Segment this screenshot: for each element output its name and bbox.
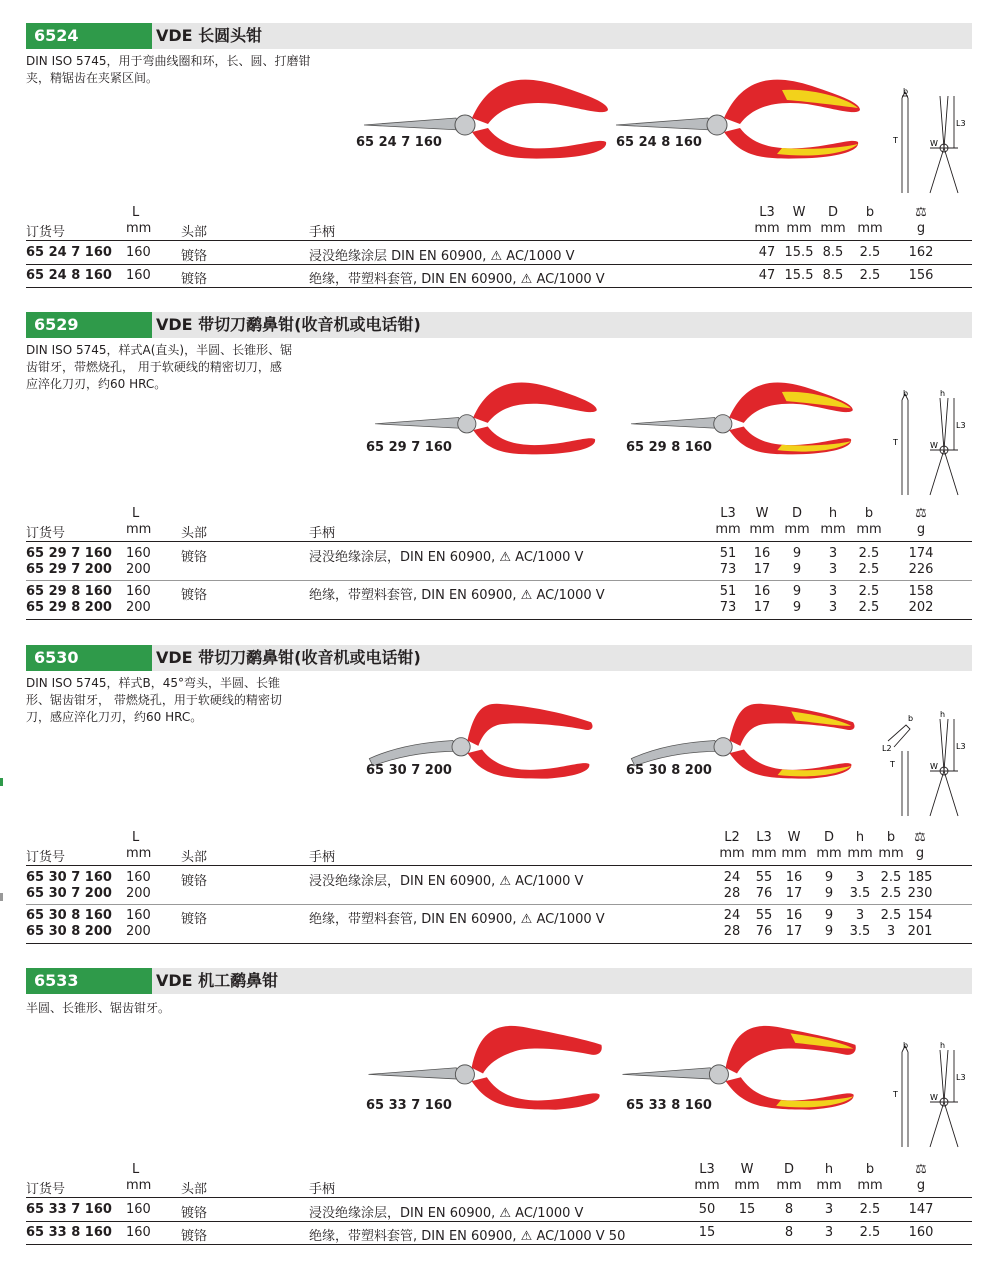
- cell: 2.5: [859, 1225, 881, 1240]
- cell: 158: [908, 584, 934, 599]
- col-header: L3: [720, 506, 736, 521]
- section-title: VDE 长圆头钳: [156, 26, 263, 45]
- cell: 9: [792, 546, 802, 561]
- cell: 3: [828, 562, 838, 577]
- order-number: 65 29 7 200: [26, 562, 112, 577]
- divider: [26, 287, 972, 288]
- cell: 201: [907, 924, 933, 939]
- col-unit: g: [916, 221, 926, 236]
- col-header-order: 订货号: [26, 850, 66, 865]
- col-header-order: 订货号: [26, 526, 66, 541]
- cell: 浸没绝缘涂层，DIN EN 60900, ⚠ AC/1000 V: [309, 1206, 584, 1221]
- cell: 9: [824, 908, 834, 923]
- table-row: [26, 546, 972, 563]
- section-title: VDE 机工鹬鼻钳: [156, 971, 279, 990]
- col-header-handle: 手柄: [309, 850, 336, 865]
- cell: 绝缘，带塑料套管, DIN EN 60900, ⚠ AC/1000 V: [309, 272, 605, 287]
- order-number: 65 33 7 160: [26, 1202, 112, 1217]
- svg-text:W: W: [930, 1093, 938, 1102]
- cell: 230: [907, 886, 933, 901]
- cell: 226: [908, 562, 934, 577]
- col-header: W: [792, 205, 806, 220]
- cell: 8: [784, 1202, 794, 1217]
- desc-line: 形、锯齿钳牙， 带燃烧孔，用于软硬线的精密切: [26, 693, 282, 707]
- divider: [26, 264, 972, 265]
- svg-text:W: W: [930, 441, 938, 450]
- svg-text:h: h: [940, 390, 946, 398]
- table-row: [26, 924, 972, 941]
- cell: 200: [126, 924, 151, 939]
- plier-image-red-yellow: [616, 372, 866, 472]
- col-header: D: [791, 506, 802, 521]
- col-header: L3: [759, 205, 775, 220]
- col-header-L: L: [132, 205, 140, 220]
- plier-image-red-yellow: [612, 68, 862, 178]
- cell: 154: [907, 908, 933, 923]
- divider: [26, 580, 972, 581]
- cell: 185: [907, 870, 933, 885]
- cell: 2.5: [880, 870, 902, 885]
- weight-icon: ⚖: [914, 830, 926, 845]
- col-unit: mm: [847, 846, 873, 861]
- desc-line: 夹，精锯齿在夹紧区间。: [26, 71, 159, 85]
- desc-line: 齿钳牙，带燃烧孔， 用于软硬线的精密切刀，感: [26, 360, 282, 374]
- svg-text:b: b: [903, 1042, 909, 1050]
- col-header: W: [755, 506, 769, 521]
- col-header-handle: 手柄: [309, 1182, 336, 1197]
- cell: 镀铬: [181, 550, 208, 565]
- col-unit: mm: [715, 522, 741, 537]
- col-header-L: L: [132, 1162, 140, 1177]
- order-number: 65 29 8 160: [26, 584, 112, 599]
- table-row: [26, 886, 972, 903]
- col-header: L3: [699, 1162, 715, 1177]
- section-6530: [26, 645, 972, 945]
- product-caption: 65 30 8 200: [626, 763, 712, 778]
- cell: 3: [828, 546, 838, 561]
- section-6529: [26, 312, 972, 622]
- cell: 200: [126, 600, 151, 615]
- col-unit: mm: [751, 846, 777, 861]
- cell: 浸没绝缘涂层，DIN EN 60900, ⚠ AC/1000 V: [309, 874, 584, 889]
- cell: 2.5: [880, 886, 902, 901]
- cell: 24: [723, 908, 741, 923]
- cell: 9: [792, 562, 802, 577]
- desc-line: 半圆、长锥形、锯齿钳牙。: [26, 1001, 171, 1015]
- side-marker: [0, 893, 3, 901]
- section-code: 6530: [26, 645, 152, 671]
- product-caption: 65 24 7 160: [356, 135, 442, 150]
- cell: 2.5: [859, 268, 881, 283]
- section-description: [26, 675, 316, 726]
- col-unit: mm: [126, 1178, 152, 1193]
- cell: 51: [719, 546, 737, 561]
- cell: 202: [908, 600, 934, 615]
- col-header: b: [864, 506, 874, 521]
- svg-text:T: T: [893, 438, 898, 447]
- col-unit: g: [916, 1178, 926, 1193]
- col-unit: mm: [784, 522, 810, 537]
- cell: 2.5: [858, 546, 880, 561]
- cell: 2.5: [858, 600, 880, 615]
- divider: [26, 904, 972, 905]
- weight-icon: ⚖: [915, 506, 927, 521]
- divider: [26, 1244, 972, 1245]
- cell: 16: [785, 908, 803, 923]
- svg-text:b: b: [903, 88, 909, 96]
- cell: 镀铬: [181, 272, 208, 287]
- table-row: [26, 600, 972, 617]
- cell: 160: [126, 908, 151, 923]
- cell: 浸没绝缘涂层 DIN EN 60900, ⚠ AC/1000 V: [309, 249, 575, 264]
- order-number: 65 29 7 160: [26, 546, 112, 561]
- product-caption: 65 29 7 160: [366, 440, 452, 455]
- cell: 162: [908, 245, 934, 260]
- col-unit: mm: [126, 221, 152, 236]
- col-unit: g: [915, 846, 925, 861]
- cell: 2.5: [858, 562, 880, 577]
- col-unit: mm: [734, 1178, 760, 1193]
- order-number: 65 30 8 200: [26, 924, 112, 939]
- dimension-diagram: [890, 390, 970, 500]
- weight-icon: ⚖: [915, 205, 927, 220]
- cell: 3: [824, 1225, 834, 1240]
- cell: 3.5: [849, 886, 871, 901]
- col-unit: mm: [816, 846, 842, 861]
- order-number: 65 33 8 160: [26, 1225, 112, 1240]
- divider: [26, 943, 972, 944]
- table-row: [26, 268, 972, 285]
- section-description: [26, 342, 316, 393]
- desc-line: DIN ISO 5745，样式B，45°弯头，半圆、长锥: [26, 676, 281, 690]
- product-caption: 65 29 8 160: [626, 440, 712, 455]
- cell: 24: [723, 870, 741, 885]
- plier-image-red: [360, 372, 610, 472]
- section-6533: [26, 968, 972, 1258]
- cell: 2.5: [880, 908, 902, 923]
- divider: [26, 865, 972, 866]
- divider: [26, 1221, 972, 1222]
- col-header-head: 头部: [181, 1182, 208, 1197]
- cell: 16: [753, 546, 771, 561]
- section-description: [26, 1000, 316, 1017]
- col-unit: mm: [878, 846, 904, 861]
- cell: 8.5: [822, 268, 844, 283]
- cell: 15: [698, 1225, 716, 1240]
- section-description: [26, 53, 316, 87]
- cell: 15: [738, 1202, 756, 1217]
- cell: 160: [126, 268, 151, 283]
- cell: 3: [855, 870, 865, 885]
- cell: 16: [785, 870, 803, 885]
- svg-text:L3: L3: [956, 421, 966, 430]
- divider: [26, 1197, 972, 1198]
- col-header-head: 头部: [181, 225, 208, 240]
- col-header: h: [824, 1162, 834, 1177]
- col-header-handle: 手柄: [309, 526, 336, 541]
- col-unit: mm: [781, 846, 807, 861]
- svg-text:L3: L3: [956, 119, 966, 128]
- cell: 9: [824, 870, 834, 885]
- order-number: 65 24 8 160: [26, 268, 112, 283]
- side-marker: [0, 778, 3, 786]
- cell: 15.5: [784, 268, 814, 283]
- cell: 160: [126, 1225, 151, 1240]
- cell: 3: [828, 600, 838, 615]
- col-header: b: [865, 205, 875, 220]
- col-unit: mm: [820, 221, 846, 236]
- order-number: 65 30 8 160: [26, 908, 112, 923]
- table-row: [26, 562, 972, 579]
- col-unit: mm: [754, 221, 780, 236]
- cell: 9: [792, 584, 802, 599]
- table-row: [26, 245, 972, 262]
- col-unit: mm: [749, 522, 775, 537]
- product-caption: 65 30 7 200: [366, 763, 452, 778]
- col-header: D: [827, 205, 838, 220]
- cell: 147: [908, 1202, 934, 1217]
- table-row: [26, 584, 972, 601]
- cell: 绝缘，带塑料套管, DIN EN 60900, ⚠ AC/1000 V: [309, 588, 605, 603]
- cell: 76: [755, 886, 773, 901]
- col-unit: mm: [857, 221, 883, 236]
- svg-text:b: b: [908, 714, 914, 723]
- cell: 镀铬: [181, 912, 208, 927]
- cell: 2.5: [859, 245, 881, 260]
- cell: 160: [126, 584, 151, 599]
- cell: 16: [753, 584, 771, 599]
- col-header-L: L: [132, 506, 140, 521]
- cell: 17: [785, 924, 803, 939]
- dimension-diagram: [890, 1042, 970, 1152]
- col-header-head: 头部: [181, 526, 208, 541]
- col-unit: mm: [856, 522, 882, 537]
- cell: 3: [824, 1202, 834, 1217]
- svg-text:W: W: [930, 762, 938, 771]
- section-title: VDE 带切刀鹬鼻钳(收音机或电话钳): [156, 315, 421, 334]
- col-header: D: [783, 1162, 794, 1177]
- col-unit: mm: [776, 1178, 802, 1193]
- col-header-order: 订货号: [26, 225, 66, 240]
- dimension-diagram: [890, 88, 970, 198]
- col-unit: mm: [786, 221, 812, 236]
- col-header-order: 订货号: [26, 1182, 66, 1197]
- cell: 55: [755, 870, 773, 885]
- svg-text:h: h: [940, 711, 946, 719]
- cell: 2.5: [858, 584, 880, 599]
- order-number: 65 29 8 200: [26, 600, 112, 615]
- cell: 47: [758, 245, 776, 260]
- cell: 3.5: [849, 924, 871, 939]
- product-caption: 65 33 8 160: [626, 1098, 712, 1113]
- section-header: [26, 645, 972, 671]
- cell: 绝缘，带塑料套管, DIN EN 60900, ⚠ AC/1000 V 50: [309, 1229, 626, 1244]
- cell: 镀铬: [181, 1206, 208, 1221]
- section-header: [26, 312, 972, 338]
- plier-image-red: [360, 68, 610, 178]
- section-code: 6533: [26, 968, 152, 994]
- col-header: h: [828, 506, 838, 521]
- col-header: b: [886, 830, 896, 845]
- desc-line: DIN ISO 5745，样式A(直头)，半圆、长锥形、锯: [26, 343, 293, 357]
- cell: 9: [792, 600, 802, 615]
- svg-text:T: T: [893, 136, 898, 145]
- divider: [26, 541, 972, 542]
- cell: 绝缘，带塑料套管, DIN EN 60900, ⚠ AC/1000 V: [309, 912, 605, 927]
- cell: 174: [908, 546, 934, 561]
- cell: 2.5: [859, 1202, 881, 1217]
- col-unit: mm: [126, 846, 152, 861]
- cell: 47: [758, 268, 776, 283]
- table-row: [26, 870, 972, 887]
- cell: 73: [719, 600, 737, 615]
- col-unit: mm: [694, 1178, 720, 1193]
- cell: 76: [755, 924, 773, 939]
- svg-text:T: T: [890, 760, 895, 769]
- col-header-L: L: [132, 830, 140, 845]
- cell: 28: [723, 924, 741, 939]
- svg-text:L2: L2: [882, 744, 892, 753]
- cell: 镀铬: [181, 588, 208, 603]
- order-number: 65 24 7 160: [26, 245, 112, 260]
- col-header: h: [855, 830, 865, 845]
- plier-image-red-yellow-bent: [616, 695, 872, 795]
- col-unit: mm: [820, 522, 846, 537]
- order-number: 65 30 7 200: [26, 886, 112, 901]
- col-header-handle: 手柄: [309, 225, 336, 240]
- cell: 17: [753, 562, 771, 577]
- cell: 15.5: [784, 245, 814, 260]
- divider: [26, 240, 972, 241]
- cell: 镀铬: [181, 249, 208, 264]
- cell: 镀铬: [181, 1229, 208, 1244]
- svg-text:T: T: [893, 1090, 898, 1099]
- col-header: D: [823, 830, 834, 845]
- divider: [26, 619, 972, 620]
- col-unit: mm: [719, 846, 745, 861]
- cell: 160: [126, 546, 151, 561]
- svg-text:L3: L3: [956, 742, 966, 751]
- cell: 8: [784, 1225, 794, 1240]
- section-6524: [26, 23, 972, 293]
- cell: 3: [886, 924, 896, 939]
- svg-text:b: b: [903, 390, 909, 398]
- col-unit: mm: [816, 1178, 842, 1193]
- dimension-diagram: [878, 711, 970, 821]
- cell: 160: [126, 870, 151, 885]
- product-caption: 65 33 7 160: [366, 1098, 452, 1113]
- col-header: b: [865, 1162, 875, 1177]
- section-code: 6529: [26, 312, 152, 338]
- cell: 镀铬: [181, 874, 208, 889]
- cell: 160: [126, 245, 151, 260]
- product-caption: 65 24 8 160: [616, 135, 702, 150]
- section-title: VDE 带切刀鹬鼻钳(收音机或电话钳): [156, 648, 421, 667]
- cell: 3: [828, 584, 838, 599]
- col-unit: mm: [126, 522, 152, 537]
- cell: 73: [719, 562, 737, 577]
- svg-text:h: h: [940, 1042, 946, 1050]
- cell: 28: [723, 886, 741, 901]
- cell: 160: [126, 1202, 151, 1217]
- col-header: L3: [756, 830, 772, 845]
- cell: 9: [824, 886, 834, 901]
- cell: 9: [824, 924, 834, 939]
- table-row: [26, 1225, 972, 1242]
- cell: 50: [698, 1202, 716, 1217]
- desc-line: DIN ISO 5745，用于弯曲线圈和环，长、圆、打磨钳: [26, 54, 311, 68]
- cell: 17: [785, 886, 803, 901]
- cell: 200: [126, 562, 151, 577]
- cell: 浸没绝缘涂层，DIN EN 60900, ⚠ AC/1000 V: [309, 550, 584, 565]
- svg-text:L3: L3: [956, 1073, 966, 1082]
- svg-text:W: W: [930, 139, 938, 148]
- col-unit: g: [916, 522, 926, 537]
- cell: 17: [753, 600, 771, 615]
- cell: 8.5: [822, 245, 844, 260]
- section-header: [26, 23, 972, 49]
- col-header: W: [787, 830, 801, 845]
- section-code: 6524: [26, 23, 152, 49]
- col-header: L2: [724, 830, 740, 845]
- plier-image-red-bent: [354, 695, 610, 795]
- col-unit: mm: [857, 1178, 883, 1193]
- cell: 156: [908, 268, 934, 283]
- cell: 55: [755, 908, 773, 923]
- desc-line: 应淬化刀刃，约60 HRC。: [26, 377, 167, 391]
- cell: 160: [908, 1225, 934, 1240]
- cell: 200: [126, 886, 151, 901]
- weight-icon: ⚖: [915, 1162, 927, 1177]
- table-row: [26, 1202, 972, 1219]
- col-header-head: 头部: [181, 850, 208, 865]
- cell: 51: [719, 584, 737, 599]
- section-header: [26, 968, 972, 994]
- table-row: [26, 908, 972, 925]
- order-number: 65 30 7 160: [26, 870, 112, 885]
- desc-line: 刀，感应淬化刀刃，约60 HRC。: [26, 710, 203, 724]
- col-header: W: [740, 1162, 754, 1177]
- cell: 3: [855, 908, 865, 923]
